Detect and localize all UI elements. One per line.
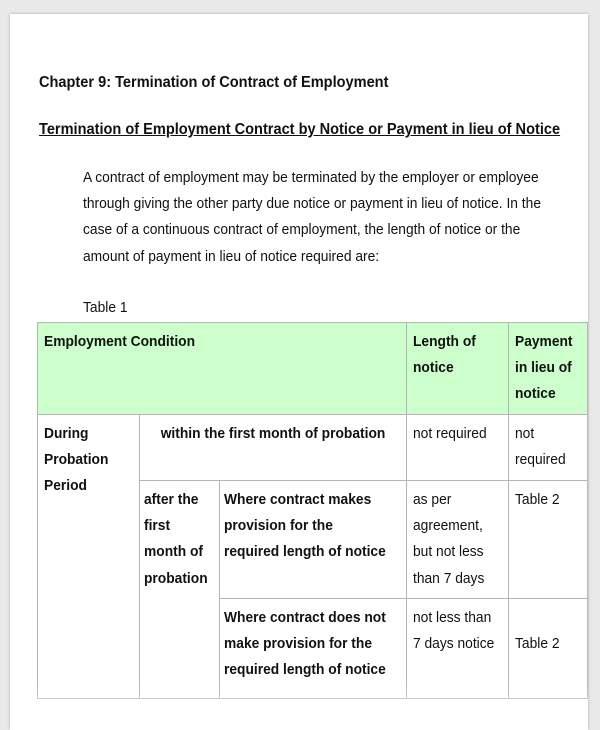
chapter-title: Chapter 9: Termination of Contract of Employment [39,74,389,91]
contract-makes-payment: Table 2 [508,481,587,599]
paragraph-line: amount of payment in lieu of notice required are: [83,247,380,265]
intro-paragraph [83,165,583,270]
header-payment-in-lieu: Payment in lieu of notice [508,323,587,415]
first-month-payment: not required [508,415,587,481]
header-employment-condition: Employment Condition [38,323,407,415]
header-length-of-notice: Length of notice [407,323,508,415]
first-month-condition: within the first month of probation [140,415,407,481]
table-caption: Table 1 [83,299,128,316]
paragraph-line: through giving the other party due notice or payment in lieu of notice. In the [83,195,541,213]
section-title: Termination of Employment Contract by Notice or Payment in lieu of Notice [39,121,561,138]
contract-not-provision: Where contract does not make provision for the required length of notice [220,599,407,699]
contract-makes-notice: as per agreement, but not less than 7 days [407,481,508,599]
paragraph-line: A contract of employment may be terminated by the employer or employee [83,169,539,186]
contract-makes-provision: Where contract makes provision for the required length of notice [220,481,407,599]
notice-table [37,322,588,699]
paragraph-line: case of a continuous contract of employment, the length of notice or the [83,221,521,239]
first-month-notice: not required [407,415,508,481]
contract-not-payment: Table 2 [508,599,587,699]
contract-not-notice: not less than 7 days notice [407,599,508,699]
after-first-month-label: after the first month of probation [140,481,220,699]
probation-period-label: During Probation Period [38,415,140,699]
document-page [10,14,588,730]
